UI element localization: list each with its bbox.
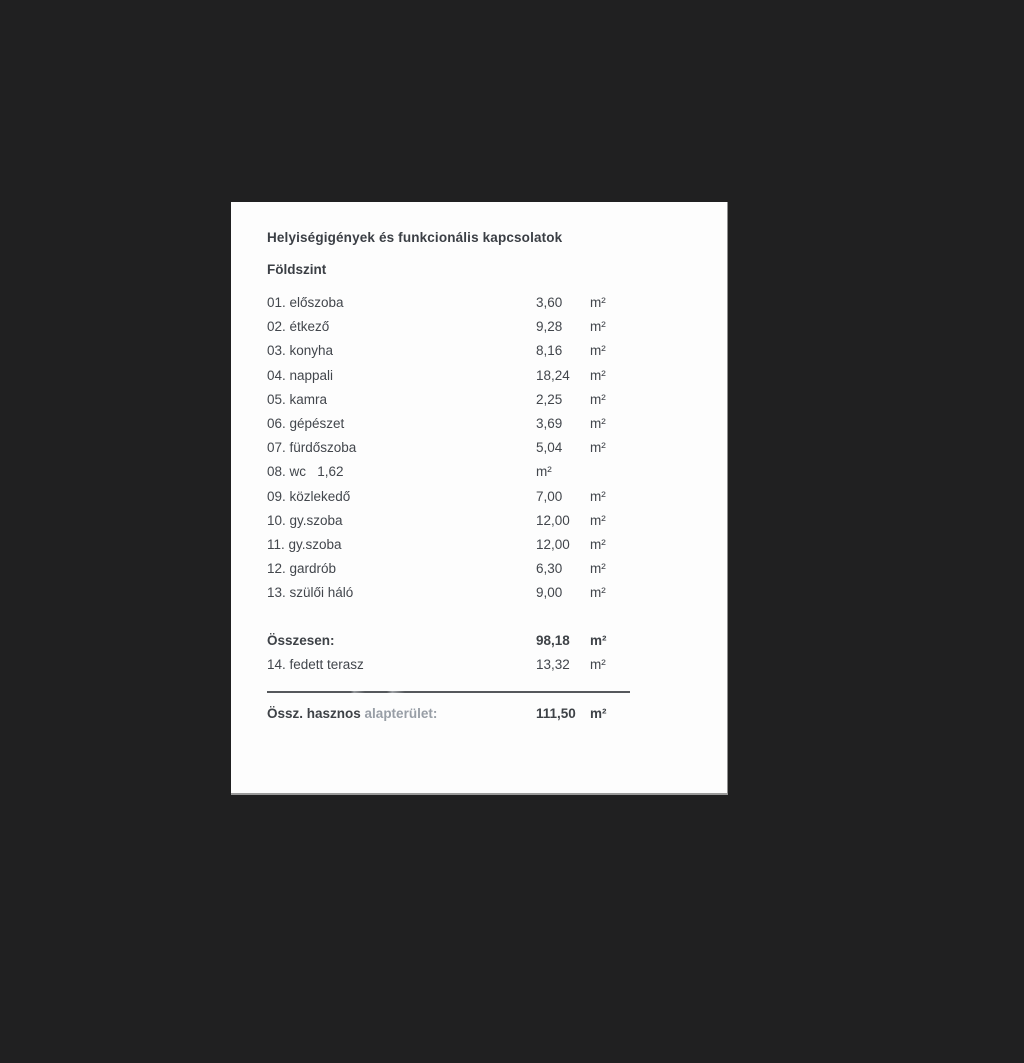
room-area: 9,00 — [536, 585, 563, 601]
grand-total-area: 111,50 — [536, 706, 576, 721]
room-unit: m² — [590, 415, 606, 431]
room-row — [267, 392, 707, 416]
room-area: m² — [536, 464, 552, 480]
grand-total-row — [267, 706, 707, 721]
grand-total-label-faded: alapterület: — [364, 706, 438, 721]
room-row — [267, 537, 707, 561]
room-area: 9,28 — [536, 319, 563, 335]
total-row — [267, 633, 707, 657]
grand-total-label-main: Össz. hasznos — [267, 706, 365, 721]
room-label: 01. előszoba — [267, 295, 344, 310]
room-row — [267, 464, 707, 488]
room-row — [267, 368, 707, 392]
room-label: 09. közlekedő — [267, 488, 351, 504]
room-label: 02. étkező — [267, 319, 330, 335]
summary-divider-line — [267, 691, 630, 693]
room-row — [267, 489, 707, 513]
grand-total-unit: m² — [590, 706, 607, 721]
room-area: 5,04 — [536, 440, 563, 456]
room-unit: m² — [590, 319, 606, 335]
room-unit: m² — [590, 440, 606, 456]
room-unit: m² — [590, 343, 606, 359]
room-unit: m² — [590, 391, 606, 407]
room-label: 06. gépészet — [267, 415, 345, 431]
total-label: Összesen: — [267, 633, 335, 648]
room-unit: m² — [590, 561, 606, 577]
room-area: 18,24 — [536, 367, 570, 383]
room-unit: m² — [590, 488, 606, 504]
terrace-area: 13,32 — [536, 657, 570, 673]
room-label: 12. gardrób — [267, 561, 337, 577]
grand-total-label — [267, 706, 536, 721]
room-unit: m² — [590, 536, 606, 552]
room-row — [267, 343, 707, 367]
room-unit: m² — [590, 295, 606, 310]
room-list — [267, 295, 707, 609]
room-row — [267, 319, 707, 343]
room-area: 6,30 — [536, 561, 563, 577]
document-page — [231, 202, 728, 795]
floor-heading: Földszint — [267, 262, 327, 277]
room-label: 13. szülői háló — [267, 585, 354, 601]
room-row — [267, 561, 707, 585]
room-area: 2,25 — [536, 391, 563, 407]
room-area: 3,69 — [536, 415, 563, 431]
room-unit: m² — [590, 512, 606, 528]
room-label: 07. fürdőszoba — [267, 440, 357, 456]
summary-block — [267, 633, 707, 681]
room-label: 08. wc 1,62 — [267, 464, 344, 480]
document-title: Helyiségigények és funkcionális kapcsolatok — [267, 230, 563, 245]
room-row — [267, 440, 707, 464]
room-unit: m² — [590, 585, 606, 601]
room-area: 8,16 — [536, 343, 563, 359]
room-label: 10. gy.szoba — [267, 512, 343, 528]
room-area: 12,00 — [536, 536, 570, 552]
room-area: 3,60 — [536, 295, 563, 310]
room-row — [267, 295, 707, 319]
room-unit: m² — [590, 367, 606, 383]
room-row — [267, 513, 707, 537]
total-area: 98,18 — [536, 633, 570, 648]
room-area: 7,00 — [536, 488, 563, 504]
room-label: 05. kamra — [267, 391, 328, 407]
terrace-label: 14. fedett terasz — [267, 657, 364, 673]
terrace-row — [267, 657, 707, 681]
terrace-unit: m² — [590, 657, 606, 673]
room-area: 12,00 — [536, 512, 570, 528]
room-label: 04. nappali — [267, 367, 334, 383]
room-row — [267, 416, 707, 440]
total-unit: m² — [590, 633, 607, 648]
room-label: 11. gy.szoba — [267, 536, 342, 552]
room-label: 03. konyha — [267, 343, 334, 359]
room-row — [267, 585, 707, 609]
